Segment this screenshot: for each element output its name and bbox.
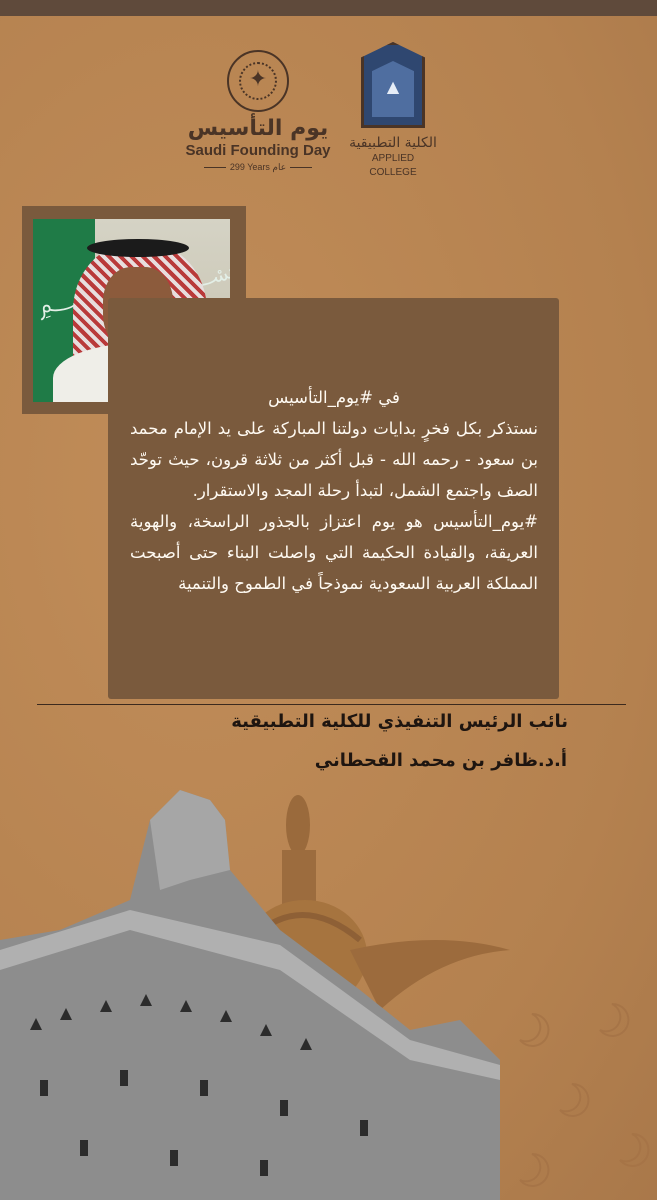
- message-text: [130, 382, 538, 599]
- founding-day-english-title: Saudi Founding Day: [185, 142, 331, 159]
- college-arabic-name: الكلية التطبيقية: [349, 135, 437, 151]
- top-bar: [0, 0, 657, 16]
- hashtag-heading: في #يوم_التأسيس: [268, 388, 400, 407]
- college-english-name: APPLIED COLLEGE: [369, 153, 417, 178]
- founding-day-years: [168, 160, 348, 174]
- saudi-founding-day-logo: [168, 50, 348, 174]
- heritage-artwork: [0, 780, 657, 1200]
- message-paragraph-1: نستذكر بكل فخرٍ بدايات دولتنا المباركة على يد الإمام محمد بن سعود - رحمه الله - قبل أكثر من ثلاثة قرون، حيث توحّد الصف واجتمع الشمل، لتبدأ رحلة المجد والاستقرار.: [130, 419, 538, 500]
- college-shield-icon: [361, 42, 425, 128]
- founding-day-arabic-title: يوم التأسيس: [187, 116, 329, 141]
- signature-name: أ.د.ظافر بن محمد القحطاني: [314, 750, 567, 771]
- signature-title: نائب الرئيس التنفيذي للكلية التطبيقية: [231, 711, 568, 732]
- decorative-pattern: [520, 1004, 648, 1186]
- founding-day-emblem-icon: [227, 50, 289, 112]
- applied-college-logo: [348, 42, 438, 180]
- agal-headband: [87, 239, 189, 257]
- historic-mudbrick-building: [0, 790, 500, 1200]
- divider: [37, 704, 626, 705]
- message-panel: [108, 298, 559, 699]
- message-paragraph-2: #يوم_التأسيس هو يوم اعتزاز بالجذور الراسخة، والهوية العريقة، والقيادة الحكيمة التي واصلت البناء حتى أصبحت المملكة العربية السعودية نموذجاً في الطموح والتنمية: [130, 512, 538, 593]
- years-label: 299 Years عام: [229, 162, 287, 172]
